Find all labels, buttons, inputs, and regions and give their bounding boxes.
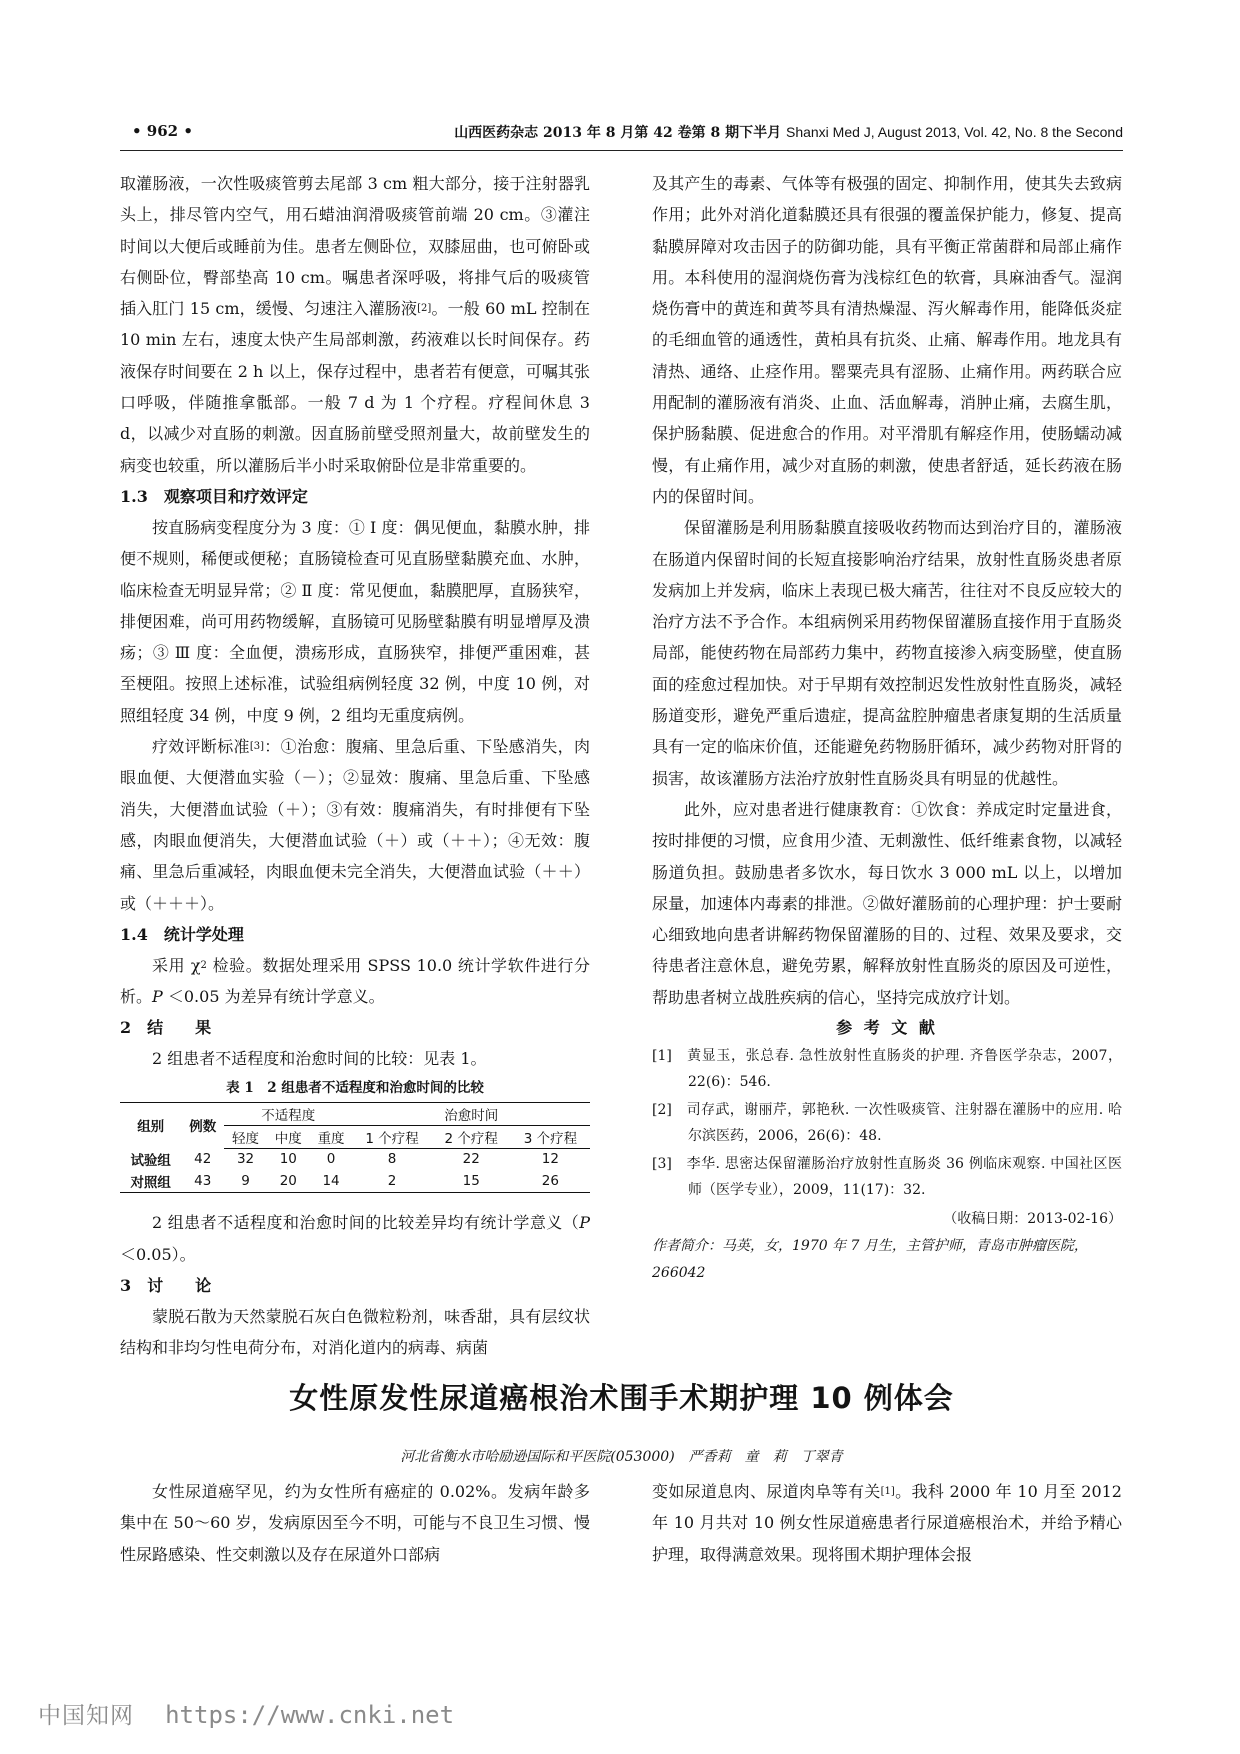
citation[interactable]: [3] — [249, 741, 264, 753]
table-spacer — [120, 1193, 590, 1207]
paragraph-text: 。我科 2000 年 10 月至 2012 年 10 月共对 10 例女性尿道癌患者行尿道癌根治术，并给予精心护理，取得满意效果。现将围术期护理体会报 — [652, 1482, 1122, 1564]
section-heading: 3 讨 论 — [120, 1275, 212, 1295]
article-affiliation: 河北省衡水市哈励逊国际和平医院(053000) 严香莉 童 莉 丁翠青 — [400, 1449, 843, 1465]
table-caption: 表 1 2 组患者不适程度和治愈时间的比较 — [226, 1079, 484, 1096]
table-header-cases: 例数 — [181, 1102, 224, 1148]
page-number: • 962 • — [132, 122, 193, 140]
paragraph-text: 疗效评断标准 — [152, 737, 250, 757]
paragraph-text: 取灌肠液，一次性吸痰管剪去尾部 3 cm 粗大部分，接于注射器乳头上，排尽管内空气，用石蜡油润滑吸痰管前端 20 cm。③灌注时间以大便后或睡前为佳。患者左侧卧位，双膝屈曲，也可俯卧或右侧卧位，臀部垫高 10 cm。嘱患者深呼吸，将排气后的吸痰管插入肛门 15 cm，缓慢、匀速注入灌肠液 — [120, 174, 590, 319]
received-date: （收稿日期：2013-02-16） — [943, 1211, 1122, 1228]
table-cell: 对照组 — [120, 1170, 181, 1193]
reference-item: [3] 李华. 思密达保留灌肠治疗放射性直肠炎 36 例临床观察. 中国社区医师（医学专业），2009，11(17)：32. — [652, 1156, 1122, 1199]
running-header — [120, 120, 1123, 151]
results-table — [120, 1102, 590, 1194]
watermark-footer — [38, 1697, 454, 1730]
paragraph: 及其产生的毒素、气体等有极强的固定、抑制作用，使其失去致病作用；此外对消化道黏膜还具有很强的覆盖保护能力，修复、提高黏膜屏障对攻击因子的防御功能，具有平衡正常菌群和局部止痛作用。本科使用的湿润烧伤膏为浅棕红色的软膏，具麻油香气。湿润烧伤膏中的黄连和黄芩具有清热燥湿、泻火解毒作用，能降低炎症的毛细血管的通透性，黄柏具有抗炎、止痛、解毒作用。地龙具有清热、通络、止痉作用。罂粟壳具有涩肠、止痛作用。两药联合应用配制的灌肠液有消炎、止血、活血解毒，消肿止痛，去腐生肌，保护肠黏膜、促进愈合的作用。对平滑肌有解痉作用，使肠蠕动减慢，有止痛作用，减少对直肠的刺激，使患者舒适，延长药液在肠内的保留时间。 — [652, 174, 1122, 506]
paragraph: 此外，应对患者进行健康教育：①饮食：养成定时定量进食，按时排便的习惯，应食用少渣、无刺激性、低纤维素食物，以减轻肠道负担。鼓励患者多饮水，每日饮水 3 000 mL 以上，以增加尿量，加速体内毒素的排泄。②做好灌肠前的心理护理：护士要耐心细致地向患者讲解药物保留灌肠的目的、过程、效果及要求，交待患者注意休息，避免劳累，解释放射性直肠炎的原因及可逆性，帮助患者树立战胜疾病的信心，坚持完成放疗计划。 — [652, 799, 1122, 1007]
table-cell: 8 — [387, 1151, 397, 1168]
p-symbol: P — [579, 1213, 590, 1233]
table-cell: 14 — [310, 1170, 353, 1193]
references-heading: 参 考 文 献 — [836, 1018, 938, 1038]
paragraph-text: 。一般 60 mL 控制在 10 min 左右，速度太快产生局部刺激，药液难以长时间保存。药液保存时间要在 2 h 以上，保存过程中，患者若有便意，可嘱其张口呼吸，伴随推拿骶部。一般 7 d 为 1 个疗程。疗程间休息 3 d，以减少对直肠的刺激。因直肠前壁受照剂量大，故前壁发生的病变也较重，所以灌肠后半小时采取俯卧位是非常重要的。 — [120, 299, 590, 475]
paragraph — [652, 1476, 1122, 1570]
right-column — [652, 168, 1122, 1287]
paragraph: 女性尿道癌罕见，约为女性所有癌症的 0.02%。发病年龄多集中在 50～60 岁，发病原因至今不明，可能与不良卫生习惯、慢性尿路感染、性交刺激以及存在尿道外口部病 — [120, 1482, 590, 1564]
table-subheader: 轻度 — [224, 1125, 267, 1148]
paragraph-text: 采用 χ — [152, 955, 201, 975]
paragraph: 蒙脱石散为天然蒙脱石灰白色微粒粉剂，味香甜，具有层纹状结构和非均匀性电荷分布，对消化道内的病毒、病菌 — [120, 1306, 590, 1358]
cnki-url-link[interactable]: https://www.cnki.net — [165, 1701, 455, 1729]
paragraph — [120, 168, 590, 481]
table-cell: 32 — [236, 1151, 255, 1168]
paragraph: 按直肠病变程度分为 3 度：① Ⅰ 度：偶见便血，黏膜水肿，排便不规则，稀便或便秘；直肠镜检查可见直肠壁黏膜充血、水肿，临床检查无明显异常；② Ⅱ 度：常见便血，黏膜肥厚，直肠狭窄，排便困难，尚可用药物缓解，直肠镜可见肠壁黏膜有明显增厚及溃疡；③ Ⅲ 度：全血便，溃疡形成，直肠狭窄，排便严重困难，甚至梗阻。按照上述标准，试验组病例轻度 32 例，中度 10 例，对照组轻度 34 例，中度 9 例，2 组均无重度病例。 — [120, 517, 590, 725]
table-subheader: 2 个疗程 — [432, 1125, 511, 1148]
paragraph-text: 检验。数据处理采用 SPSS 10.0 统计学软件进行分析。 — [120, 955, 590, 1007]
journal-title-en: Shanxi Med J, August 2013, Vol. 42, No. 8 the Second — [785, 124, 1123, 140]
paragraph — [120, 950, 590, 1013]
citation[interactable]: [1] — [880, 1486, 895, 1497]
superscript: 2 — [200, 959, 207, 971]
table-cell: 20 — [267, 1170, 310, 1193]
table-cell: 9 — [224, 1170, 267, 1193]
p-symbol: P — [152, 987, 163, 1007]
table-cell: 试验组 — [130, 1153, 171, 1170]
citation[interactable]: [2] — [417, 303, 432, 315]
paragraph-text: 变如尿道息肉、尿道肉阜等有关 — [652, 1482, 881, 1501]
table-subheader: 中度 — [267, 1125, 310, 1148]
table-cell: 15 — [432, 1170, 511, 1193]
paragraph: 2 组患者不适程度和治愈时间的比较：见表 1。 — [152, 1049, 487, 1069]
reference-item: [1] 黄显玉，张总春. 急性放射性直肠炎的护理. 齐鲁医学杂志，2007，22(6)：546. — [652, 1048, 1122, 1091]
paragraph — [120, 731, 590, 919]
table-cell: 0 — [326, 1151, 336, 1168]
journal-title — [454, 122, 1123, 142]
article-title: 女性原发性尿道癌根治术围手术期护理 10 例体会 — [289, 1381, 954, 1415]
paragraph-text: ：①治愈：腹痛、里急后重、下坠感消失，肉眼血便、大便潜血实验（－）；②显效：腹痛、里急后重、下坠感消失，大便潜血试验（＋）；③有效：腹痛消失，有时排便有下坠感，肉眼血便消失，大便潜血试验（＋）或（＋＋）；④无效：腹痛、里急后重减轻，肉眼血便未完全消失，大便潜血试验（＋＋）或（＋＋＋）。 — [120, 737, 590, 913]
table-header-cure-time: 治愈时间 — [352, 1102, 590, 1125]
table-cell: 12 — [541, 1151, 559, 1168]
paragraph — [120, 1207, 590, 1270]
table-cell: 42 — [194, 1151, 212, 1168]
article2-left-column — [120, 1476, 590, 1570]
section-heading: 1.3 观察项目和疗效评定 — [120, 486, 308, 506]
table-cell: 2 — [352, 1170, 431, 1193]
table-cell: 43 — [181, 1170, 224, 1193]
table-header-group: 组别 — [120, 1102, 181, 1148]
table-subheader: 3 个疗程 — [511, 1125, 590, 1148]
table-cell: 10 — [279, 1151, 297, 1168]
left-column — [120, 168, 590, 1363]
author-note: 作者简介：马英，女，1970 年 7 月生，主管护师，青岛市肿瘤医院，266042 — [652, 1238, 1088, 1282]
table-subheader: 重度 — [310, 1125, 353, 1148]
article2-right-column — [652, 1476, 1122, 1570]
section-heading: 1.4 统计学处理 — [120, 924, 244, 944]
table-subheader: 1 个疗程 — [352, 1125, 431, 1148]
paragraph-text: ＜0.05）。 — [120, 1244, 196, 1264]
table-cell: 22 — [462, 1151, 480, 1168]
paragraph-text: ＜0.05 为差异有统计学意义。 — [162, 987, 385, 1007]
table-row — [120, 1170, 590, 1193]
section-heading: 2 结 果 — [120, 1018, 212, 1038]
journal-title-cn: 山西医药杂志 2013 年 8 月第 42 卷第 8 期下半月 — [454, 125, 782, 141]
table-header-discomfort: 不适程度 — [224, 1102, 352, 1125]
cnki-logo: 中国知网 — [38, 1703, 134, 1729]
reference-item: [2] 司存武，谢丽芹，郭艳秋. 一次性吸痰管、注射器在灌肠中的应用. 哈尔滨医药，2006，26(6)：48. — [652, 1102, 1122, 1145]
paragraph: 保留灌肠是利用肠黏膜直接吸收药物而达到治疗目的，灌肠液在肠道内保留时间的长短直接影响治疗结果，放射性直肠炎患者原发病加上并发病，临床上表现已极大痛苦，往往对不良反应较大的治疗方法不予合作。本组病例采用药物保留灌肠直接作用于直肠炎局部，能使药物在局部药力集中，药物直接渗入病变肠壁，使直肠面的痊愈过程加快。对于早期有效控制迟发性放射性直肠炎，减轻肠道变形，避免严重后遗症，提高盆腔肿瘤患者康复期的生活质量具有一定的临床价值，还能避免药物肠肝循环，减少药物对肝肾的损害，故该灌肠方法治疗放射性直肠炎具有明显的优越性。 — [652, 518, 1122, 788]
paragraph-text: 2 组患者不适程度和治愈时间的比较差异均有统计学意义（ — [152, 1213, 580, 1233]
table-cell: 26 — [511, 1170, 590, 1193]
table-row — [120, 1148, 590, 1170]
